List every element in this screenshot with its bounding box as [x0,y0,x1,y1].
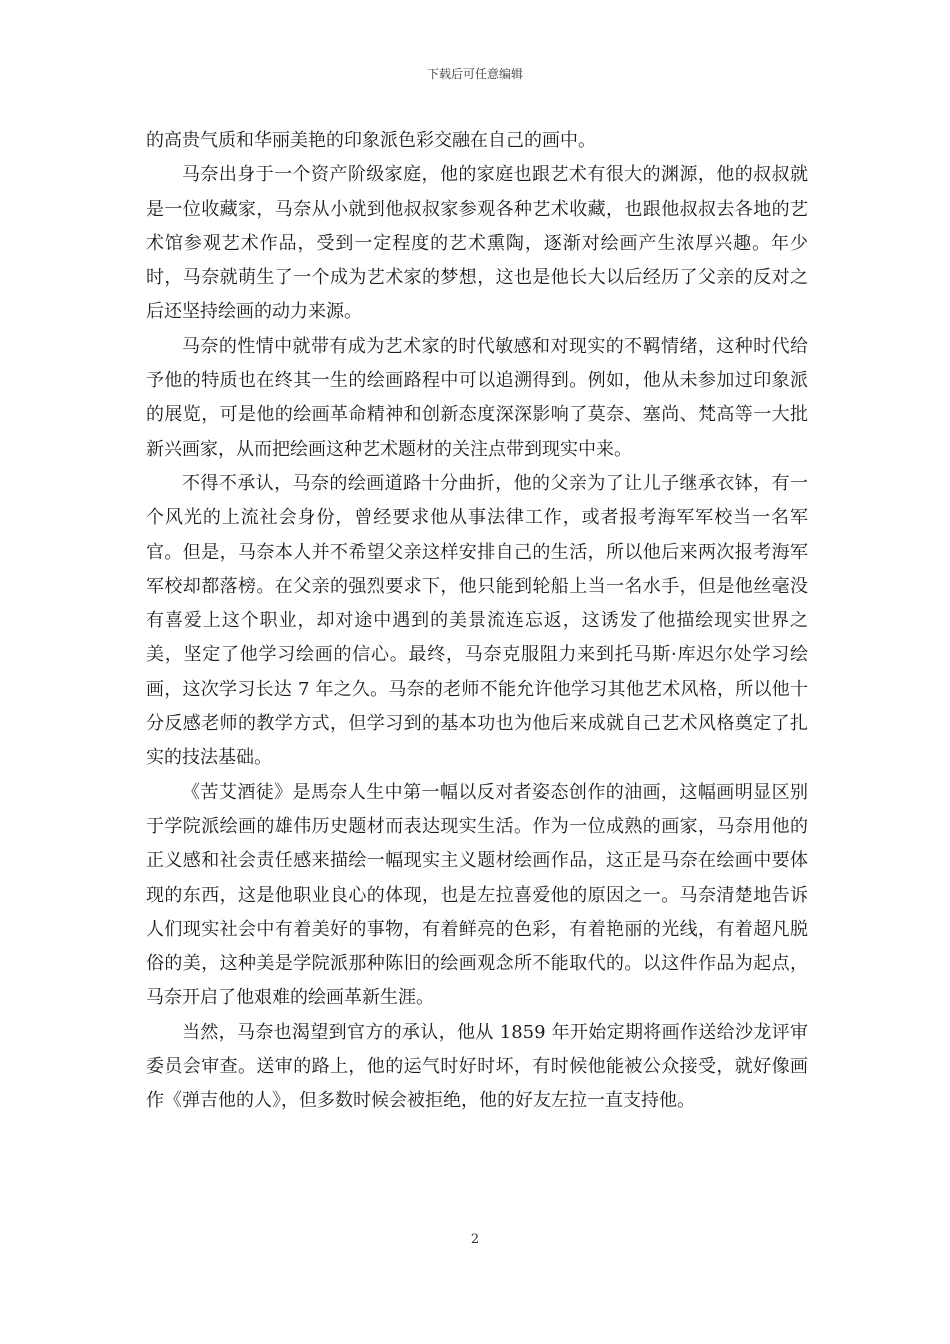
paragraph-absinthe-drinker: 《苦艾酒徒》是馬奈人生中第一幅以反对者姿态创作的油画，这幅画明显区别于学院派绘画的雄伟历史题材而表达现实生活。作为一位成熟的画家，马奈用他的正义感和社会责任感来描绘一幅现实主义题材绘画作品，这正是马奈在绘画中要体现的东西，这是他职业良心的体现，也是左拉喜爱他的原因之一。马奈清楚地告诉人们现实社会中有着美好的事物，有着鲜亮的色彩，有着艳丽的光线，有着超凡脱俗的美，这种美是学院派那种陈旧的绘画观念所不能取代的。以这件作品为起点，马奈开启了他艰难的绘画革新生涯。 [146,781,808,1009]
page-header: 下载后可任意编辑 [426,67,523,81]
paragraph-painting-path: 不得不承认，马奈的绘画道路十分曲折，他的父亲为了让儿子继承衣钵，有一个风光的上流社会身份，曾经要求他从事法律工作，或者报考海军军校当一名军官。但是，马奈本人并不希望父亲这样安排自己的生活，所以他后来两次报考海军军校却都落榜。在父亲的强烈要求下，他只能到轮船上当一名水手，但是他丝毫没有喜爱上这个职业，却对途中遇到的美景流连忘返，这诱发了他描绘现实世界之美，坚定了他学习绘画的信心。最终，马奈克服阻力来到托马斯·库迟尔处学习绘画，这次学习长达 7 年之久。马奈的老师不能允许他学习其他艺术风格，所以他十分反感老师的教学方式，但学习到的基本功也为他后来成就自己艺术风格奠定了扎实的技法基础。 [146,472,808,769]
page-number: 2 [470,1232,480,1247]
paragraph-temperament: 马奈的性情中就带有成为艺术家的时代敏感和对现实的不羁情绪，这种时代给予他的特质也在终其一生的绘画路程中可以追溯得到。例如，他从未参加过印象派的展览，可是他的绘画革命精神和创新态度深深影响了莫奈、塞尚、梵高等一大批新兴画家，从而把绘画这种艺术题材的关注点带到现实中来。 [146,335,808,460]
paragraph-family-background: 马奈出身于一个资产阶级家庭，他的家庭也跟艺术有很大的渊源，他的叔叔就是一位收藏家，马奈从小就到他叔叔家参观各种艺术收藏，也跟他叔叔去各地的艺术馆参观艺术作品，受到一定程度的艺术熏陶，逐渐对绘画产生浓厚兴趣。年少时，马奈就萌生了一个成为艺术家的梦想，这也是他长大以后经历了父亲的反对之后还坚持绘画的动力来源。 [146,164,808,323]
paragraph-salon: 当然，马奈也渴望到官方的承认，他从 1859 年开始定期将画作送给沙龙评审委员会审查。送审的路上，他的运气时好时坏，有时候他能被公众接受，就好像画作《弹吉他的人》，但多数时候会被拒绝，他的好友左拉一直支持他。 [146,1021,808,1112]
body-text [146,124,808,1119]
paragraph-continuation: 的高贵气质和华丽美艳的印象派色彩交融在自己的画中。 [146,130,596,151]
